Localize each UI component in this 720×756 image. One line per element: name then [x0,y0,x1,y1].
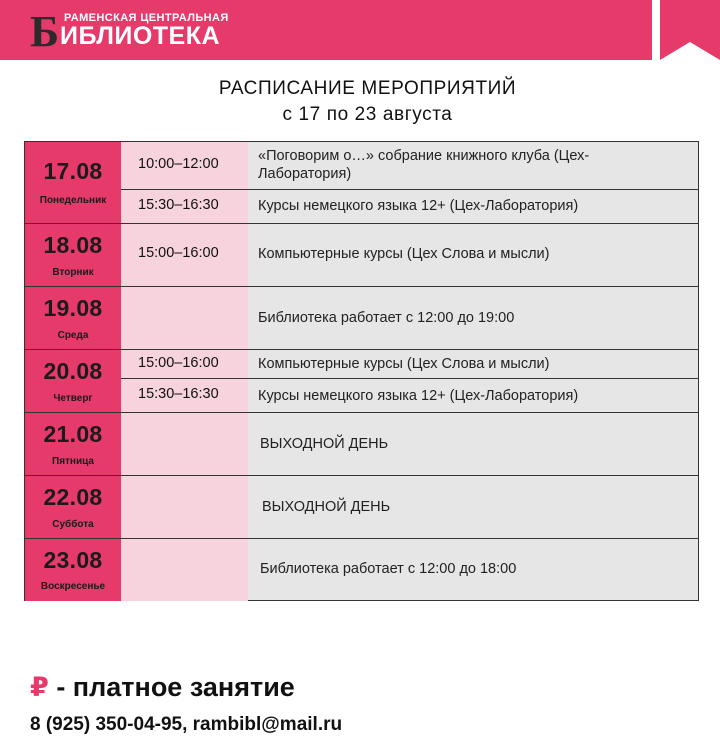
day-name: Суббота [52,519,94,530]
table-row [121,190,699,224]
day-date: 19.08 [43,295,103,321]
logo-title: ИБЛИОТЕКА [60,22,221,50]
event-title: «Поговорим о…» собрание книжного клуба (Цех-Лаборатория) [258,148,590,182]
day-date: 21.08 [43,421,103,447]
paid-legend [30,672,295,703]
day-name: Среда [57,330,89,341]
event-time: 15:30–16:30 [138,386,219,402]
time-cell [121,379,248,412]
table-row [121,539,699,601]
event-title: Библиотека работает с 12:00 до 18:00 [260,561,517,577]
day-cell-7 [25,539,121,601]
ruble-icon: ₽ [30,672,49,702]
event-time: 15:00–16:00 [138,245,219,261]
table-row [121,379,699,413]
time-cell [121,287,248,349]
day-cell-3 [25,287,121,350]
time-cell [121,539,248,601]
day-cell-6 [25,476,121,539]
day-name: Четверг [53,393,93,404]
event-title: ВЫХОДНОЙ ДЕНЬ [260,436,389,452]
day-name: Воскресенье [40,581,106,592]
schedule-title: РАСПИСАНИЕ МЕРОПРИЯТИЙ [218,78,517,99]
day-name: Понедельник [39,195,107,206]
time-cell [121,190,248,223]
day-date: 22.08 [43,484,103,510]
table-row [121,224,699,287]
day-name: Пятница [52,456,94,467]
time-cell [121,224,248,286]
event-title: Курсы немецкого языка 12+ (Цех-Лаборатория) [258,198,579,214]
event-time: 15:30–16:30 [138,197,219,213]
time-cell [121,350,248,378]
table-row [121,476,699,539]
event-time: 15:00–16:00 [138,355,219,371]
logo-letter: Б [30,7,60,56]
time-cell [121,142,248,189]
event-title: ВЫХОДНОЙ ДЕНЬ [262,499,391,515]
table-row [121,350,699,379]
day-date: 18.08 [43,232,103,258]
table-row [121,413,699,476]
event-title: Курсы немецкого языка 12+ (Цех-Лаборатория) [258,388,579,404]
table-row [121,287,699,350]
logo-subtitle: РАМЕНСКАЯ ЦЕНТРАЛЬНАЯ [64,12,229,24]
event-time: 10:00–12:00 [138,156,219,172]
header-bar [0,0,652,60]
time-cell [121,413,248,475]
event-title: Библиотека работает с 12:00 до 19:00 [258,310,515,326]
day-date: 17.08 [43,158,103,184]
day-date: 20.08 [43,358,103,384]
library-logo [30,7,270,56]
day-name: Вторник [52,267,94,278]
time-cell [121,476,248,538]
event-title: Компьютерные курсы (Цех Слова и мысли) [258,356,550,372]
day-cell-5 [25,413,121,476]
day-cell-2 [25,224,121,287]
schedule-subtitle: с 17 по 23 августа [282,104,453,125]
day-cell-1 [25,142,121,224]
contact-info: 8 (925) 350-04-95, rambibl@mail.ru [30,714,343,735]
table-row [121,142,699,190]
day-date: 23.08 [43,547,103,573]
bookmark-icon [660,0,720,60]
day-cell-4 [25,350,121,413]
paid-legend-label: - платное занятие [56,672,295,702]
event-title: Компьютерные курсы (Цех Слова и мысли) [258,246,550,262]
schedule-table [24,141,699,601]
